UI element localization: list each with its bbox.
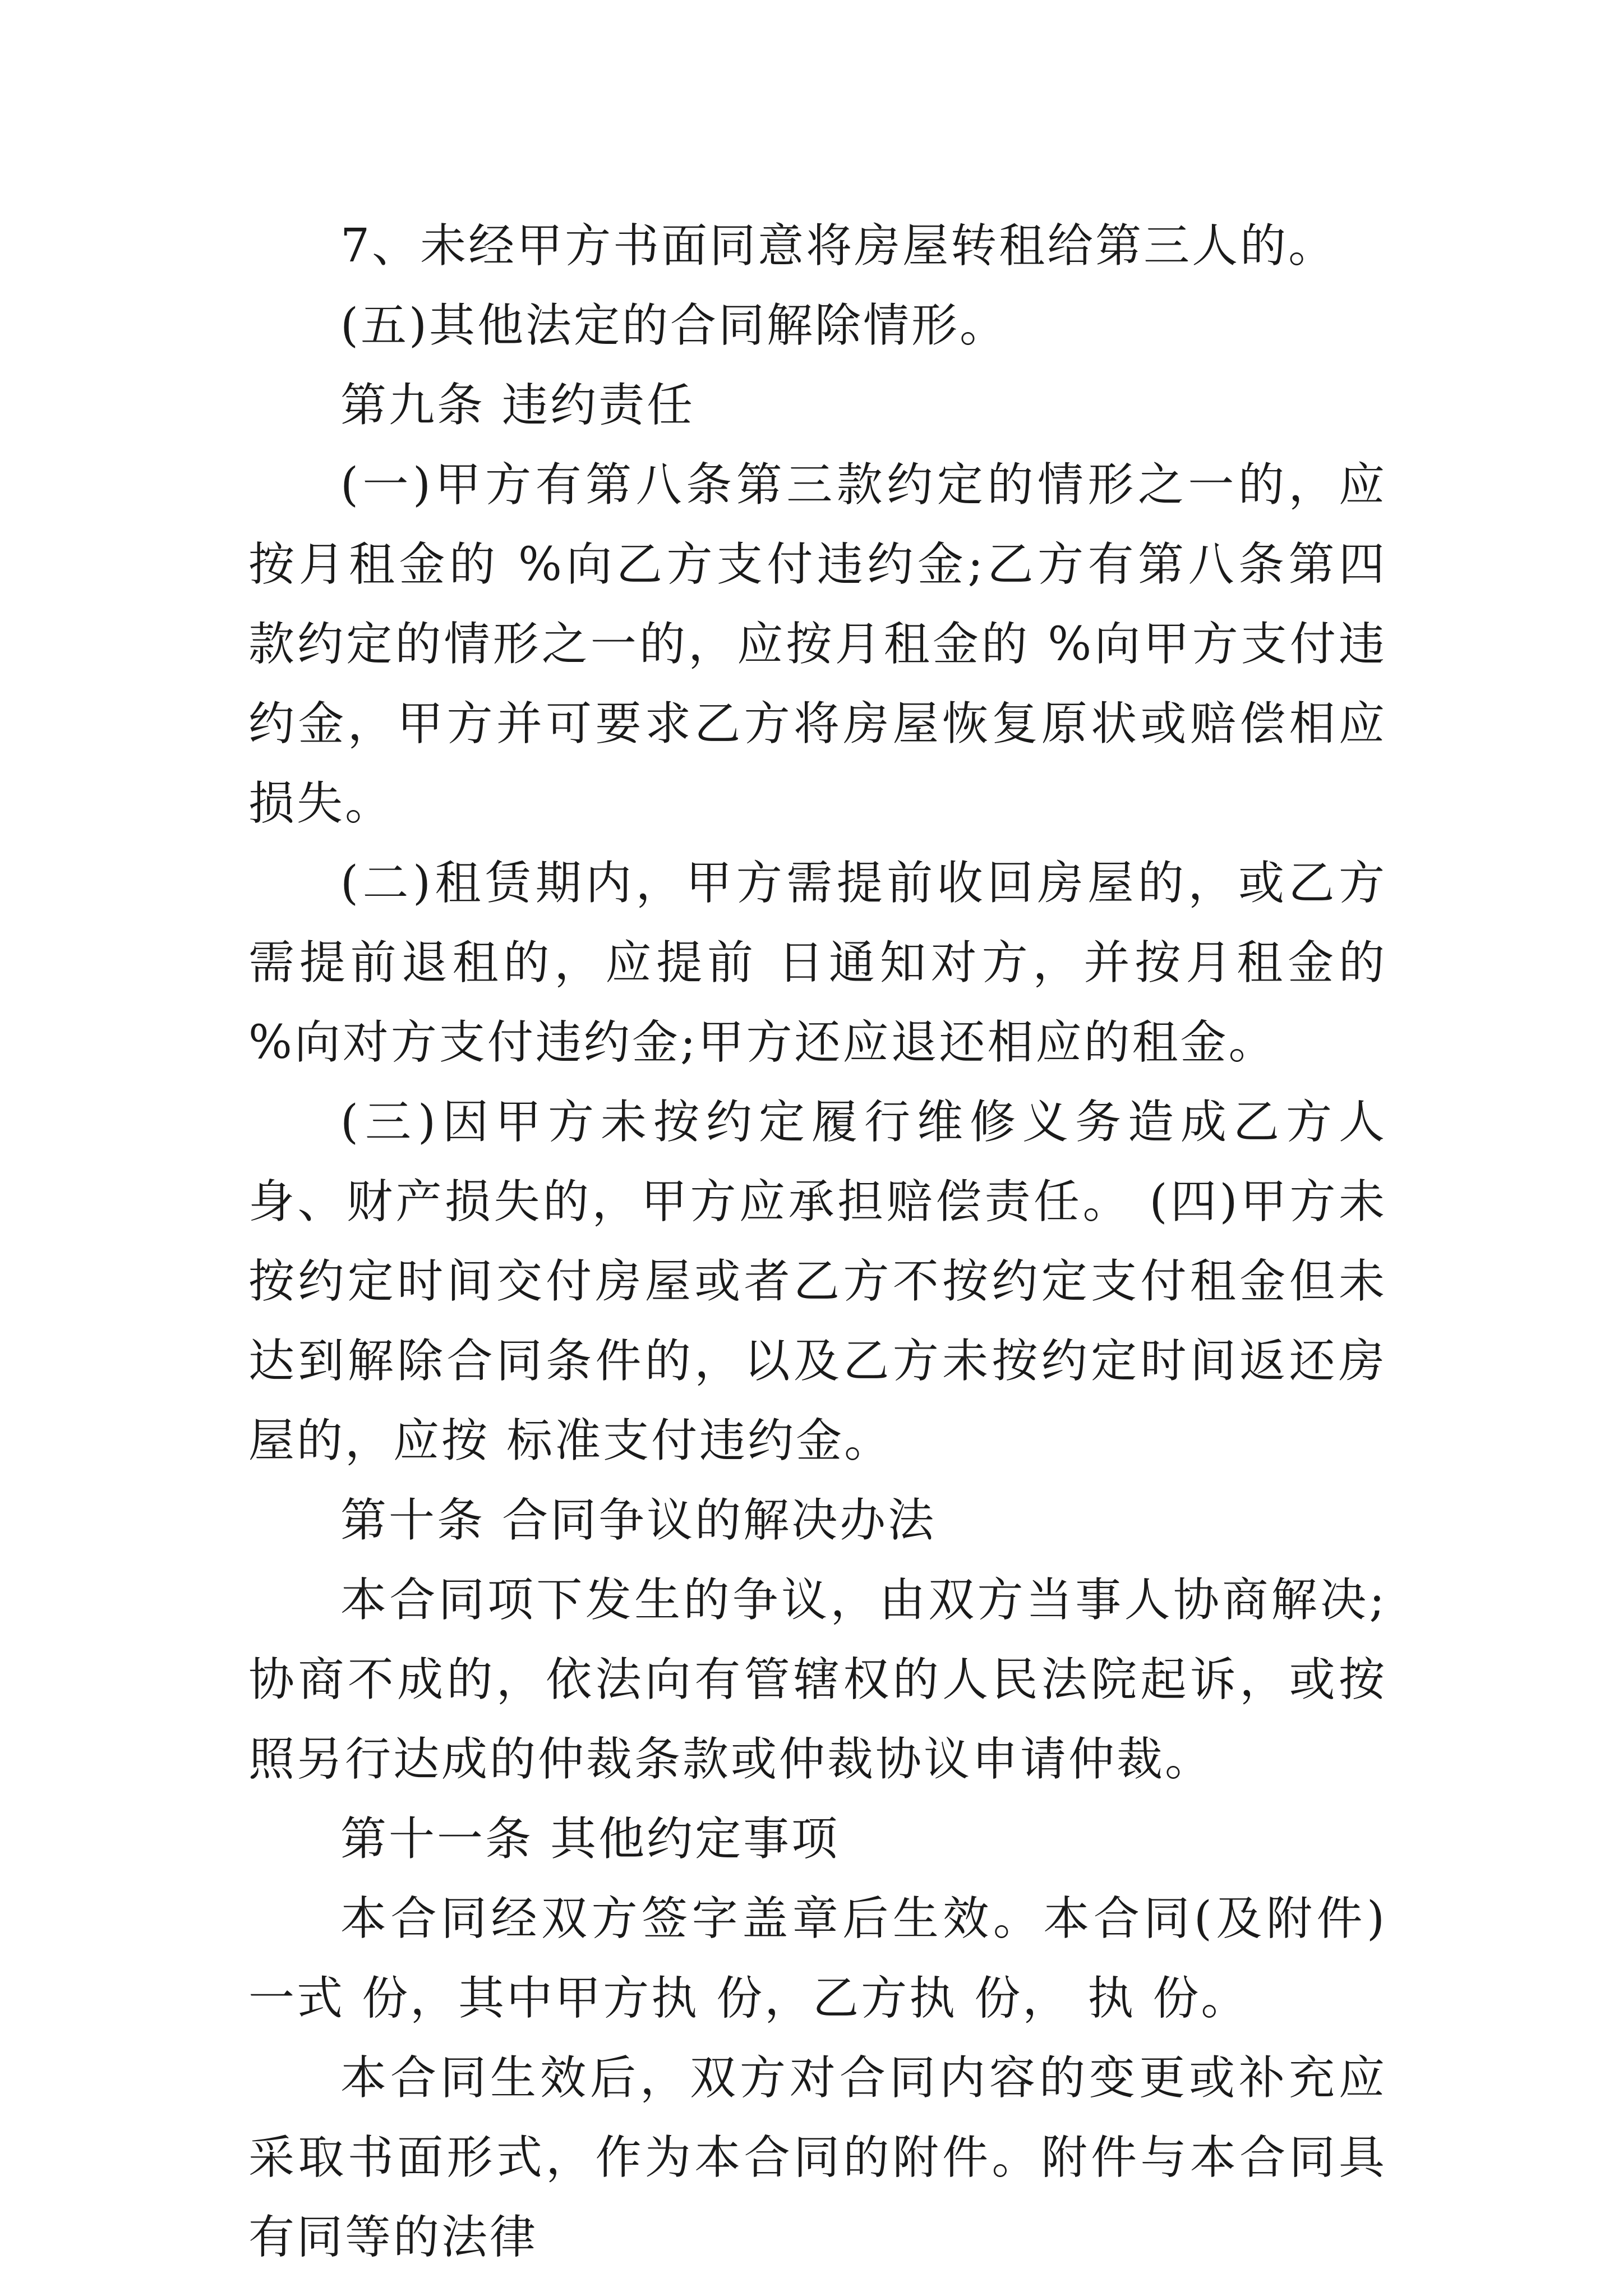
article-9-clause-3-4: (三)因甲方未按约定履行维修义务造成乙方人身、财产损失的，甲方应承担赔偿责任。 (四)甲方未按约定时间交付房屋或者乙方不按约定支付租金但未达到解除合同条件的，以及乙方未按约定时间返还房屋的，应按 标准支付违约金。 xyxy=(248,1096,1387,1467)
paragraph-item-5: (五)其他法定的合同解除情形。 xyxy=(340,299,1008,352)
article-9-clause-1: (一)甲方有第八条第三款约定的情形之一的，应按月租金的 %向乙方支付违约金;乙方有第八条第四款约定的情形之一的，应按月租金的 %向甲方支付违约金，甲方并可要求乙方将房屋恢复原状或赔偿相应损失。 xyxy=(248,458,1387,830)
document-body xyxy=(248,206,1404,2277)
article-11-body-2: 本合同生效后，双方对合同内容的变更或补充应采取书面形式，作为本合同的附件。附件与本合同具有同等的法律 xyxy=(248,2051,1387,2264)
paragraph-item-7: 7、未经甲方书面同意将房屋转租给第三人的。 xyxy=(340,219,1337,273)
article-11-body-1: 本合同经双方签字盖章后生效。本合同(及附件)一式 份，其中甲方执 份，乙方执 份， 执 份。 xyxy=(248,1892,1387,2025)
article-9-clause-2: (二)租赁期内，甲方需提前收回房屋的，或乙方需提前退租的，应提前 日通知对方，并按月租金的 %向对方支付违约金;甲方还应退还相应的租金。 xyxy=(248,857,1404,1069)
article-10-body: 本合同项下发生的争议，由双方当事人协商解决;协商不成的，依法向有管辖权的人民法院起诉，或按照另行达成的仲裁条款或仲裁协议申请仲裁。 xyxy=(248,1573,1387,1786)
article-9-heading: 第九条 违约责任 xyxy=(340,379,695,432)
article-11-heading: 第十一条 其他约定事项 xyxy=(340,1812,840,1866)
article-10-heading: 第十条 合同争议的解决办法 xyxy=(340,1494,937,1547)
